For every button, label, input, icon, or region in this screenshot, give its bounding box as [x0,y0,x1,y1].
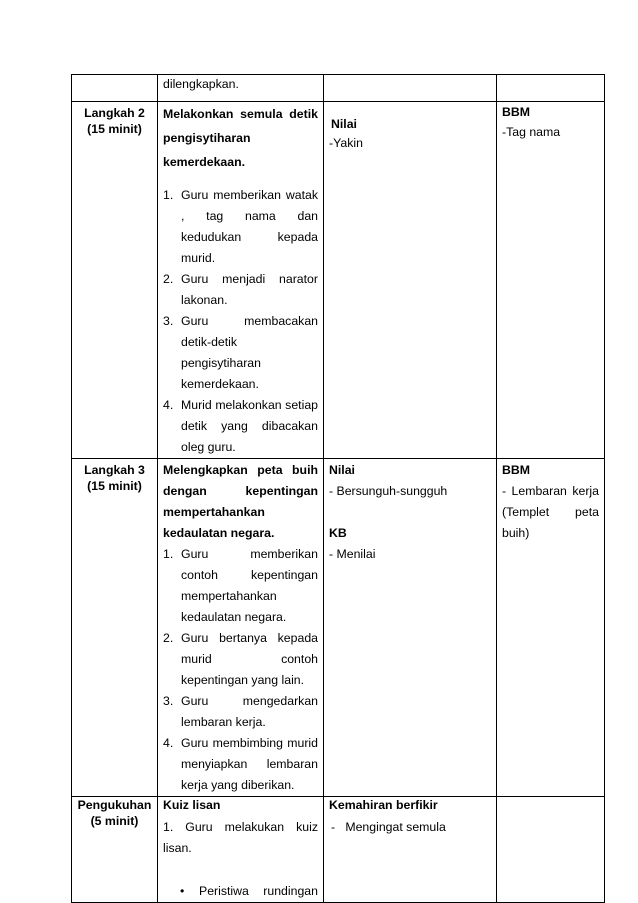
values-cell [324,102,497,459]
activity-title-line: kedaulatan negara. [163,526,275,540]
step-duration: (15 minit) [87,122,142,136]
materials-cell [497,797,605,903]
materials-heading: BBM [502,463,531,477]
step-cell [72,797,158,903]
activity-steps [163,185,318,458]
lesson-plan-table [71,74,605,903]
step-label: Pengukuhan [77,798,152,812]
bullet-text: Peristiwa rundingan [199,884,318,898]
values-text: -Yakin [329,136,363,150]
activity-title-line: Melakonkan semula detik [163,107,318,121]
table-row [72,797,605,903]
list-item: 1. Guru memberikan contoh kepentingan mempertahankan kedaulatan negara. [163,547,318,624]
materials-cell [497,102,605,459]
step-duration: (15 minit) [87,479,142,493]
list-item: 3. Guru membacakan detik-detik pengisytiharan kemerdekaan. [163,314,318,391]
step-label: Langkah 2 [84,106,145,120]
activity-cell [158,459,324,797]
list-item: 1. Guru memberikan watak , tag nama dan kedudukan kepada murid. [163,188,318,265]
values-heading: Nilai [329,463,355,477]
table-row [72,75,605,102]
step-label: Langkah 3 [84,463,145,477]
materials-cell [497,75,605,102]
materials-cell [497,459,605,797]
values-text: - Mengingat semula [331,820,446,834]
kb-text: - Menilai [329,547,376,561]
materials-text: -Tag nama [502,125,561,139]
values-cell [324,797,497,903]
kb-heading: KB [329,526,347,540]
activity-title-line: pengisytiharan [163,131,251,145]
bullet-icon: • [180,884,185,898]
values-text: - Bersunguh-sungguh [329,484,448,498]
table-row [72,459,605,797]
values-cell [324,75,497,102]
step-cell [72,459,158,797]
activity-cell [158,75,324,102]
list-item: 2. Guru bertanya kepada murid contoh kepentingan yang lain. [163,631,318,687]
materials-heading: BBM [502,105,531,119]
activity-cell [158,797,324,903]
activity-title-line: Kuiz lisan [163,798,221,812]
materials-text: - Lembaran kerja (Templet peta buih) [502,484,599,540]
values-heading: Kemahiran berfikir [329,798,438,812]
step-duration: (5 minit) [90,814,139,828]
activity-title-line: dengan kepentingan [163,484,318,498]
table-row [72,102,605,459]
activity-steps [163,544,318,796]
activity-title-line: kemerdekaan. [163,155,246,169]
activity-title-line: mempertahankan [163,505,265,519]
list-item [163,881,318,902]
step-cell [72,102,158,459]
list-item: 4. Murid melakonkan setiap detik yang dibacakan oleg guru. [163,398,318,454]
activity-continuation: dilengkapkan. [163,77,239,91]
list-item: 2. Guru menjadi narator lakonan. [163,272,318,307]
list-item: 1. Guru melakukan kuiz lisan. [163,820,318,855]
list-item: 3. Guru mengedarkan lembaran kerja. [163,694,318,729]
values-heading: Nilai [331,117,357,131]
step-cell [72,75,158,102]
activity-cell [158,102,324,459]
activity-title-line: Melengkapkan peta buih [163,463,318,477]
list-item: 4. Guru membimbing murid menyiapkan lembaran kerja yang diberikan. [163,736,318,792]
values-cell [324,459,497,797]
